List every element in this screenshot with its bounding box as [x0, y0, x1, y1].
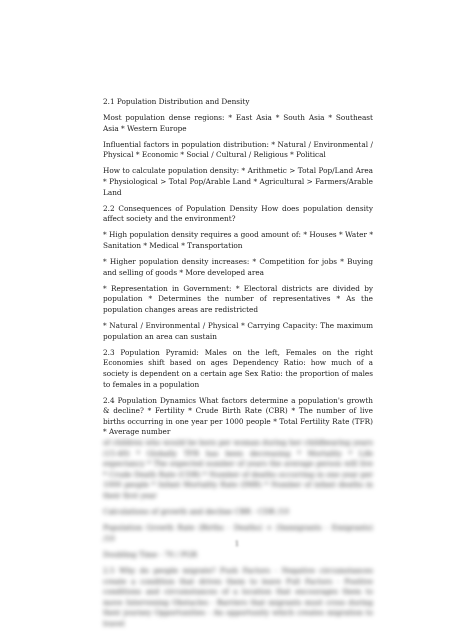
paragraph-dense-regions: Most population dense regions: * East Asia * South Asia * Southeast Asia * Western Europe — [103, 113, 373, 133]
blurred-paragraph-migration: 2.5 Why do people migrate? Push Factors - Negative circumstances create a condition that drives them to leave Pull Factors - Positive conditions and circumstances of a location that encourages them to move Intervening Obstacles - Barriers that migrants must cross during their journey Opportunities - An opportunity which creates migration to travel — [103, 565, 373, 628]
paragraph-high-density-requires: * High population density requires a good amount of: * Houses * Water * Sanitation * Medical * Transportation — [103, 230, 373, 251]
page-number: 1 — [234, 540, 240, 548]
blurred-paragraph-growth-calc: Calculations of growth and decline CBR - CDR /10 — [103, 507, 289, 517]
blurred-paragraph-mortality: of children who would be born per woman during her childbearing years (15-49) * Globally TFR has been decreasing * Mortality * Life expectancy * The expected number of years the average person will live * Crude Death Rate (CDR) * Number of deaths occurring in one year per 1000 people * Infant Mortality Rate (IMR) * Number of infant deaths in their first year — [103, 438, 373, 500]
section-heading-2-2: 2.2 Consequences of Population Density How does population density affect society and the environment? — [103, 203, 373, 224]
paragraph-representation: * Representation in Government: * Electoral districts are divided by population * Determines the number of representatives * As the population changes areas are redistricted — [103, 283, 373, 314]
section-heading-2-4: 2.4 Population Dynamics What factors determine a population's growth & decline? * Fertility * Crude Birth Rate (CBR) * The number of live births occurring in one year per 1000 people * Total Fertility Rate (TFR) * Average number — [103, 395, 373, 437]
paragraph-carrying-capacity: * Natural / Environmental / Physical * Carrying Capacity: The maximum population an area can sustain — [103, 321, 373, 341]
paragraph-calculate-density: How to calculate population density: * Arithmetic > Total Pop/Land Area * Physiological > Total Pop/Arable Land * Agricultural > Farmers/Arable Land — [103, 166, 373, 197]
section-heading-2-3: 2.3 Population Pyramid: Males on the left, Females on the right Economies shift based on ages Dependency Ratio: how much of a society is dependent on a certain age Sex Ratio: the proportion of males to females in a population — [103, 347, 373, 389]
blurred-paragraph-doubling-time: Doubling Time - 70 / PGR — [103, 549, 198, 559]
blurred-preview-region — [103, 438, 373, 630]
blurred-paragraph-growth-rate: Population Growth Rate (Births - Deaths) + (Immigrants - Emigrants) /10 — [103, 523, 373, 543]
paragraph-influential-factors: Influential factors in population distribution: * Natural / Environmental / Physical * Economic * Social / Cultural / Religious * Political — [103, 139, 373, 160]
paragraph-density-increases: * Higher population density increases: * Competition for jobs * Buying and selling of goods * More developed area — [103, 257, 373, 277]
section-heading-2-1: 2.1 Population Distribution and Density — [103, 97, 250, 106]
document-body — [103, 97, 373, 635]
